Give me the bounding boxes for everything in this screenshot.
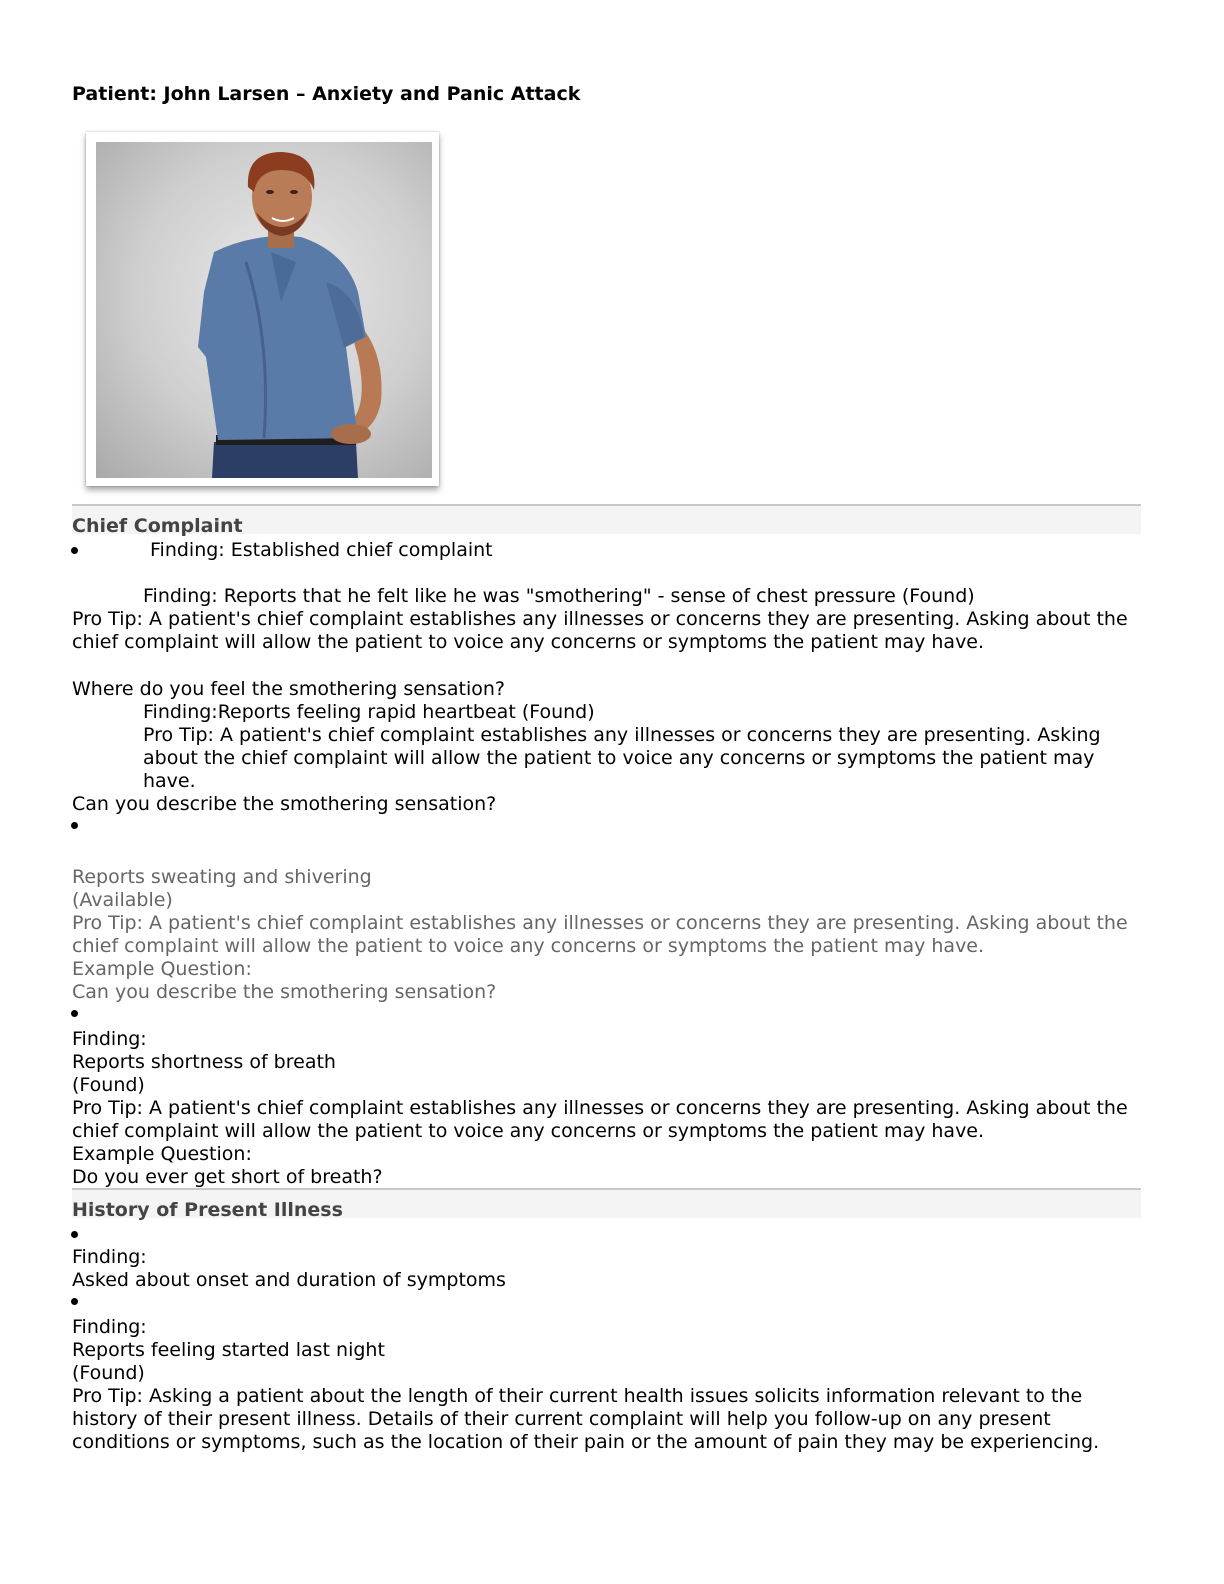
list-bullet <box>71 1298 78 1305</box>
list-bullet <box>71 1010 78 1017</box>
finding-label: Finding: <box>72 1028 147 1050</box>
section-header-history-present-illness <box>72 1188 1141 1221</box>
finding-detail: Finding:Reports feeling rapid heartbeat (Found) <box>143 701 595 723</box>
list-bullet <box>71 1231 78 1238</box>
patient-figure-icon <box>96 142 432 478</box>
example-label: Example Question: <box>72 1143 252 1165</box>
question-text: Where do you feel the smothering sensation? <box>72 678 506 700</box>
question-text: Can you describe the smothering sensation? <box>72 793 497 815</box>
patient-avatar-image <box>96 142 432 478</box>
pro-tip-text: Pro Tip: Asking a patient about the length of their current health issues solicits information relevant to the history of their present illness. Details of their current complaint will help you follow-up on any present conditions or symptoms, such as the location of their pain or the amount of pain they may be experiencing. <box>72 1385 1100 1453</box>
patient-photo-frame <box>86 132 439 486</box>
pro-tip-text: Pro Tip: A patient's chief complaint establishes any illnesses or concerns they are presenting. Asking about the chief complaint will allow the patient to voice any concerns or symptoms the patient may have. <box>72 1097 1128 1142</box>
section-title: History of Present Illness <box>72 1199 343 1221</box>
page-title: Patient: John Larsen – Anxiety and Panic Attack <box>72 83 581 105</box>
section-header-chief-complaint <box>72 504 1141 537</box>
section-title: Chief Complaint <box>72 515 243 537</box>
finding-text: Reports shortness of breath <box>72 1051 336 1073</box>
example-question: Can you describe the smothering sensation? <box>72 981 497 1003</box>
pro-tip-text: Pro Tip: A patient's chief complaint establishes any illnesses or concerns they are presenting. Asking about the chief complaint will allow the patient to voice any concerns or symptoms the patient may have. <box>72 608 1128 653</box>
finding-text: Finding: Established chief complaint <box>150 539 493 561</box>
pro-tip-text: Pro Tip: A patient's chief complaint establishes any illnesses or concerns they are presenting. Asking about the chief complaint will allow the patient to voice any concerns or symptoms the patient may have. <box>72 912 1128 957</box>
finding-text: Asked about onset and duration of symptoms <box>72 1269 506 1291</box>
pro-tip-text: Pro Tip: A patient's chief complaint establishes any illnesses or concerns they are presenting. Asking about the chief complaint will allow the patient to voice any concerns or symptoms the patient may have. <box>143 724 1101 792</box>
list-bullet <box>71 822 78 829</box>
example-question: Do you ever get short of breath? <box>72 1166 383 1188</box>
status-text: (Found) <box>72 1074 145 1096</box>
status-text: (Found) <box>72 1362 145 1384</box>
finding-detail: Finding: Reports that he felt like he was "smothering" - sense of chest pressure (Found) <box>143 585 975 607</box>
finding-label: Finding: <box>72 1246 147 1268</box>
finding-text: Reports feeling started last night <box>72 1339 385 1361</box>
list-bullet <box>71 547 78 554</box>
example-label: Example Question: <box>72 958 252 980</box>
finding-label: Finding: <box>72 1316 147 1338</box>
finding-text-available: Reports sweating and shivering <box>72 866 372 888</box>
status-text: (Available) <box>72 889 173 911</box>
